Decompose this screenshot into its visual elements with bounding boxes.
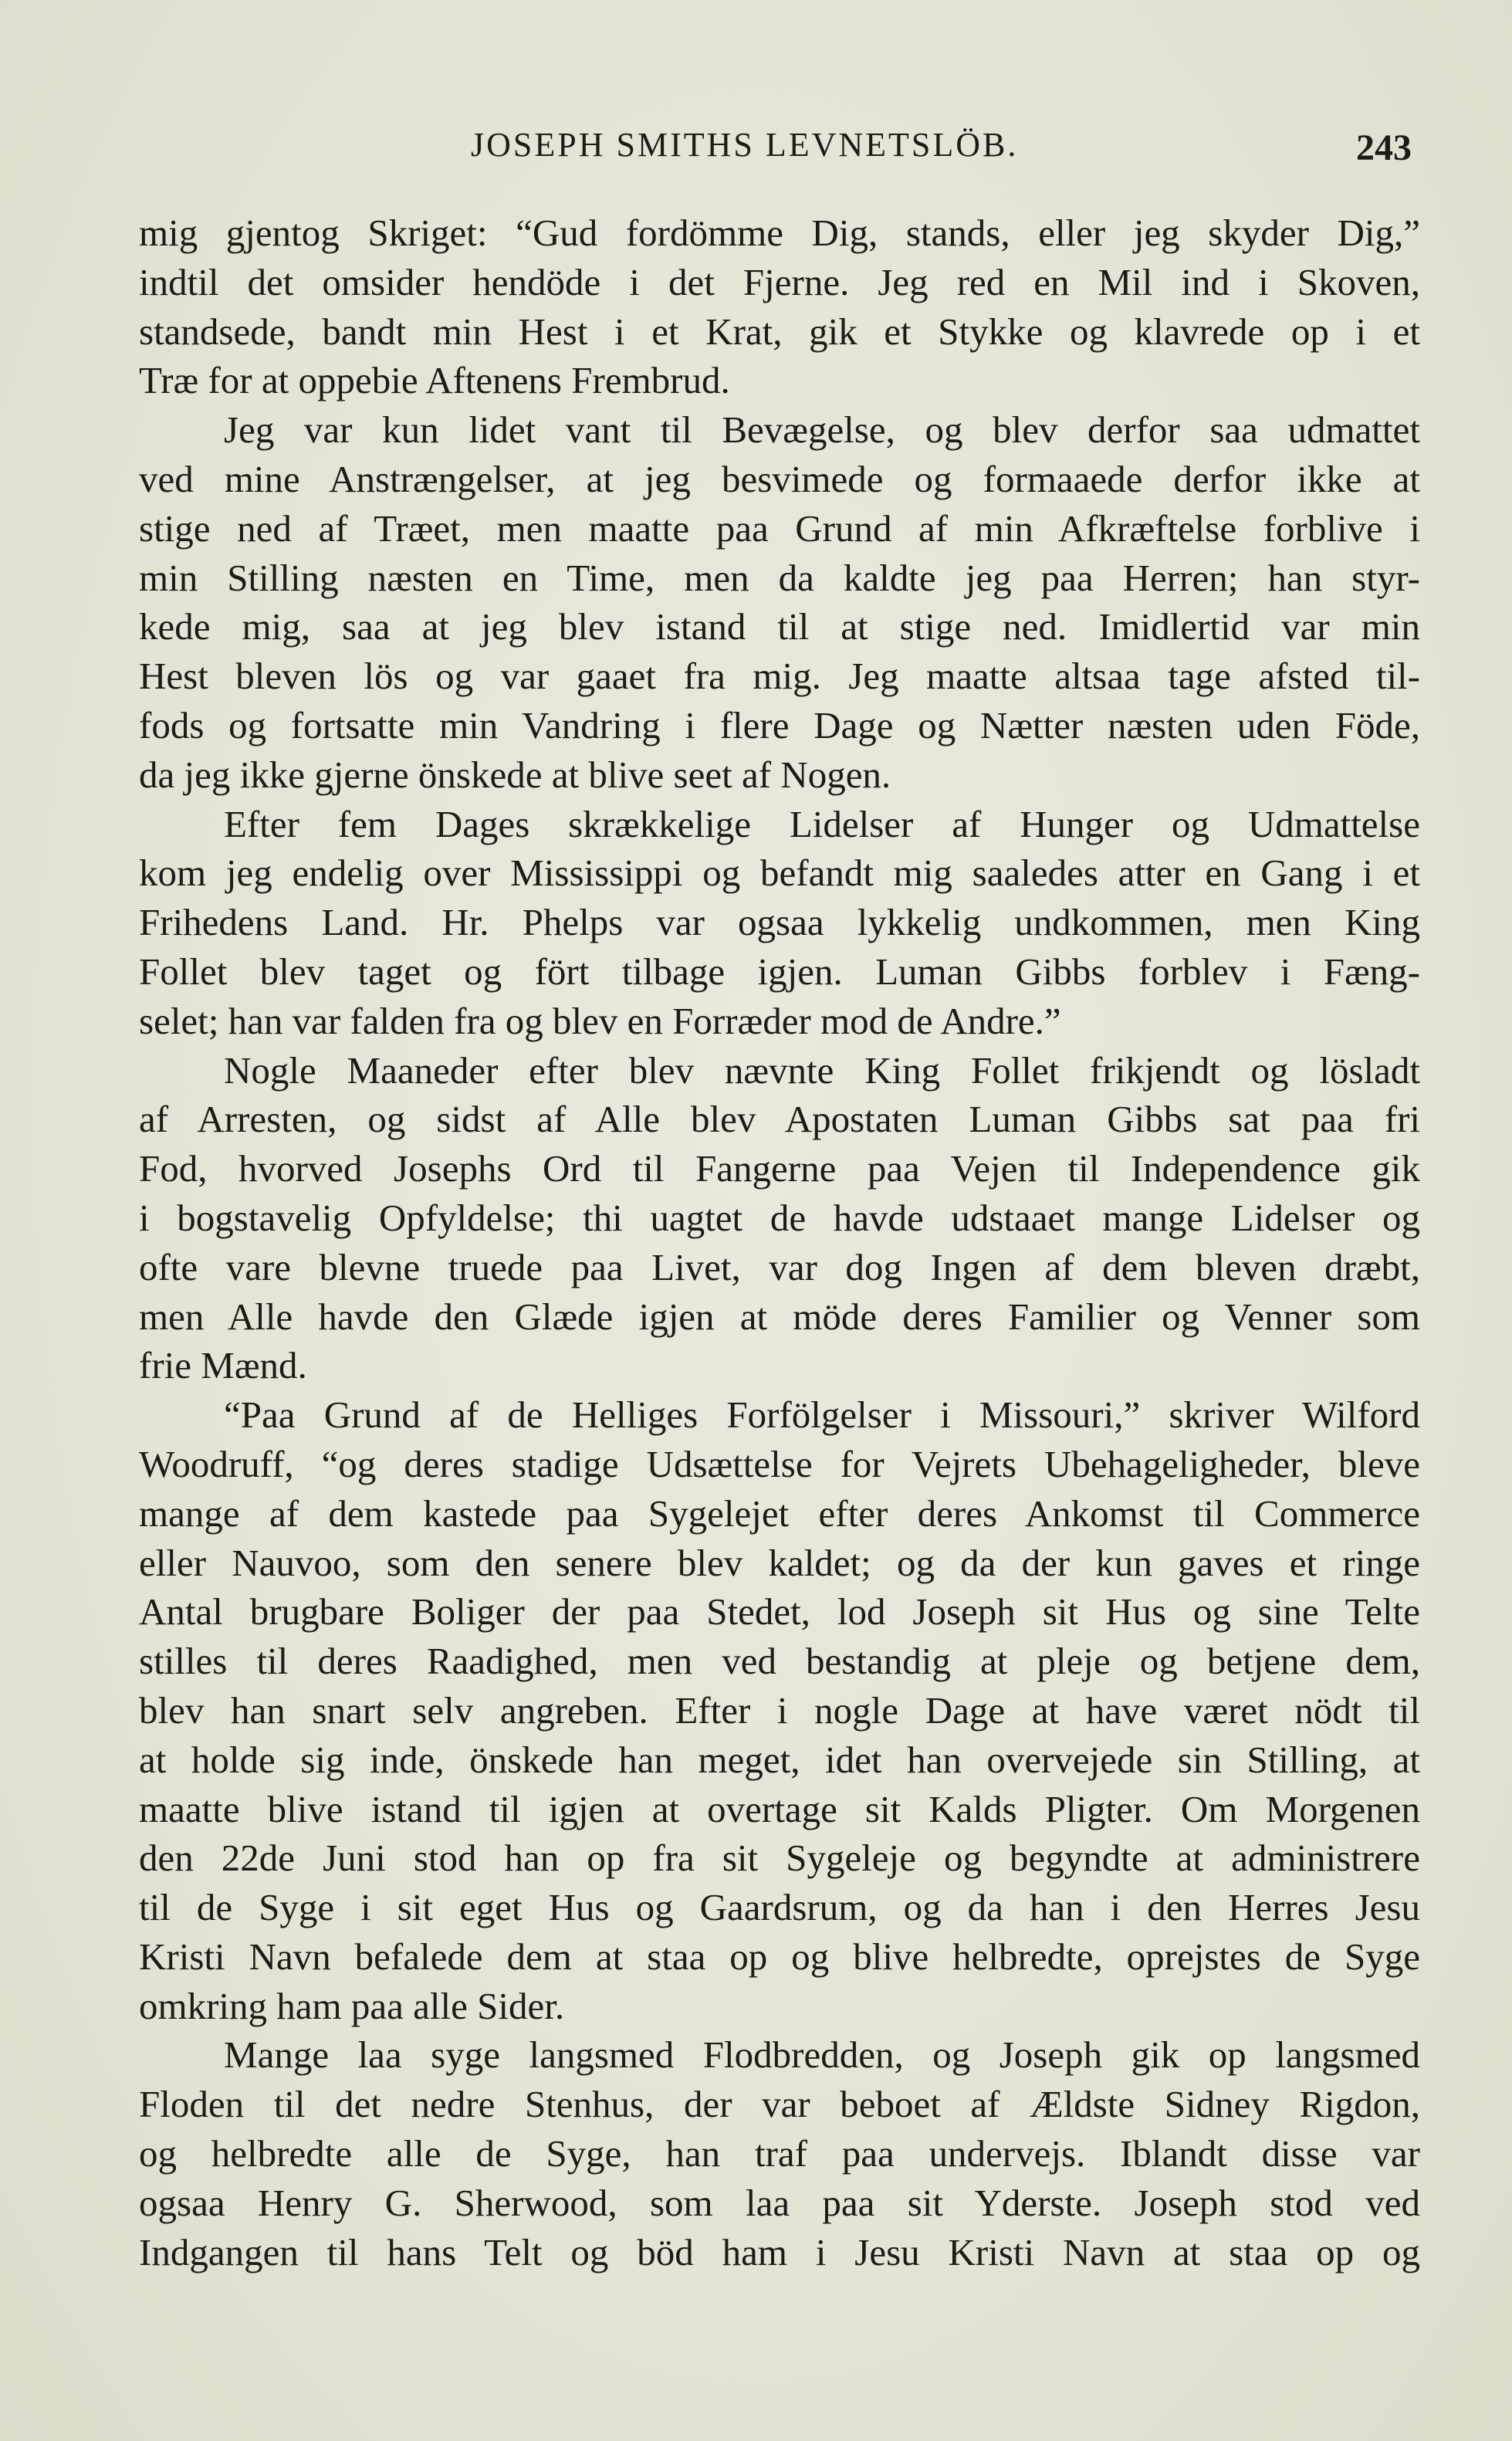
text-line: stige ned af Træet, men maatte paa Grund af min Afkræftelse forblive i [139, 506, 1420, 550]
text-line: men Alle havde den Glæde igjen at möde deres Familier og Venner som [139, 1295, 1420, 1338]
text-line: min Stilling næsten en Time, men da kaldte jeg paa Herren; han styr- [139, 556, 1420, 599]
page-number: 243 [1356, 127, 1412, 168]
text-line: ofte vare blevne truede paa Livet, var dog Ingen af dem bleven dræbt, [139, 1245, 1420, 1288]
text-line: Woodruff, “og deres stadige Udsættelse for Vejrets Ubehageligheder, bleve [139, 1442, 1420, 1485]
text-line: Fod, hvorved Josephs Ord til Fangerne paa Vejen til Independence gik [139, 1147, 1420, 1190]
text-line: og helbredte alle de Syge, han traf paa undervejs. Iblandt disse var [139, 2132, 1420, 2175]
text-line: fods og fortsatte min Vandring i flere Dage og Nætter næsten uden Föde, [139, 703, 1420, 747]
text-line: frie Mænd. [139, 1344, 307, 1387]
body-text [139, 208, 1420, 2277]
text-line: Hest bleven lös og var gaaet fra mig. Jeg maatte altsaa tage afsted til- [139, 655, 1420, 698]
running-title: JOSEPH SMITHS LEVNETSLÖB. [471, 126, 1019, 164]
text-line: Nogle Maaneder efter blev nævnte King Follet frikjendt og lösladt [224, 1048, 1420, 1092]
text-line: standsede, bandt min Hest i et Krat, gik et Stykke og klavrede op i et [139, 310, 1420, 353]
text-line: omkring ham paa alle Sider. [139, 1984, 565, 2027]
text-line: blev han snart selv angreben. Efter i nogle Dage at have været nödt til [139, 1688, 1420, 1732]
text-line: Frihedens Land. Hr. Phelps var ogsaa lykkelig undkommen, men King [139, 901, 1420, 944]
text-line: “Paa Grund af de Helliges Forfölgelser i Missouri,” skriver Wilford [224, 1393, 1420, 1437]
text-line: ved mine Anstrængelser, at jeg besvimede og formaaede derfor ikke at [139, 457, 1420, 500]
text-line: til de Syge i sit eget Hus og Gaardsrum, og da han i den Herres Jesu [139, 1886, 1420, 1929]
text-line: mig gjentog Skriget: “Gud fordömme Dig, stands, eller jeg skyder Dig,” [139, 212, 1420, 254]
text-line: kede mig, saa at jeg blev istand til at stige ned. Imidlertid var min [139, 605, 1420, 648]
text-line: Indgangen til hans Telt og böd ham i Jesu Kristi Navn at staa op og [139, 2230, 1420, 2273]
text-line: maatte blive istand til igjen at overtage sit Kalds Pligter. Om Morgenen [139, 1787, 1420, 1830]
text-line: Follet blev taget og fört tilbage igjen. Luman Gibbs forblev i Fæng- [139, 950, 1420, 993]
text-line: da jeg ikke gjerne önskede at blive seet af Nogen. [139, 753, 891, 796]
text-line: den 22de Juni stod han op fra sit Sygeleje og begyndte at administrere [139, 1837, 1420, 1880]
text-line: ogsaa Henry G. Sherwood, som laa paa sit Yderste. Joseph stod ved [139, 2181, 1420, 2224]
text-line: selet; han var falden fra og blev en Forræder mod de Andre.” [139, 999, 1061, 1042]
text-line: eller Nauvoo, som den senere blev kaldet; og da der kun gaves et ringe [139, 1541, 1420, 1584]
text-line: i bogstavelig Opfyldelse; thi uagtet de havde udstaaet mange Lidelser og [139, 1196, 1420, 1239]
text-line: Mange laa syge langsmed Flodbredden, og Joseph gik op langsmed [224, 2033, 1420, 2077]
text-line: Floden til det nedre Stenhus, der var beboet af Ældste Sidney Rigdon, [139, 2083, 1420, 2126]
text-line: mange af dem kastede paa Sygelejet efter deres Ankomst til Commerce [139, 1491, 1420, 1535]
text-line: indtil det omsider hendöde i det Fjerne. Jeg red en Mil ind i Skoven, [139, 260, 1420, 303]
text-line: kom jeg endelig over Mississippi og befandt mig saaledes atter en Gang i et [139, 851, 1420, 895]
text-line: Jeg var kun lidet vant til Bevægelse, og blev derfor saa udmattet [224, 408, 1420, 452]
text-line: Efter fem Dages skrækkelige Lidelser af Hunger og Udmattelse [224, 802, 1420, 845]
text-line: Kristi Navn befalede dem at staa op og blive helbredte, oprejstes de Syge [139, 1935, 1420, 1978]
text-line: Træ for at oppebie Aftenens Frembrud. [139, 359, 730, 402]
text-line: at holde sig inde, önskede han meget, idet han overvejede sin Stilling, at [139, 1738, 1420, 1781]
text-line: stilles til deres Raadighed, men ved bestandig at pleje og betjene dem, [139, 1640, 1420, 1683]
text-line: Antal brugbare Boliger der paa Stedet, lod Joseph sit Hus og sine Telte [139, 1590, 1420, 1634]
text-line: af Arresten, og sidst af Alle blev Apostaten Luman Gibbs sat paa fri [139, 1098, 1420, 1141]
